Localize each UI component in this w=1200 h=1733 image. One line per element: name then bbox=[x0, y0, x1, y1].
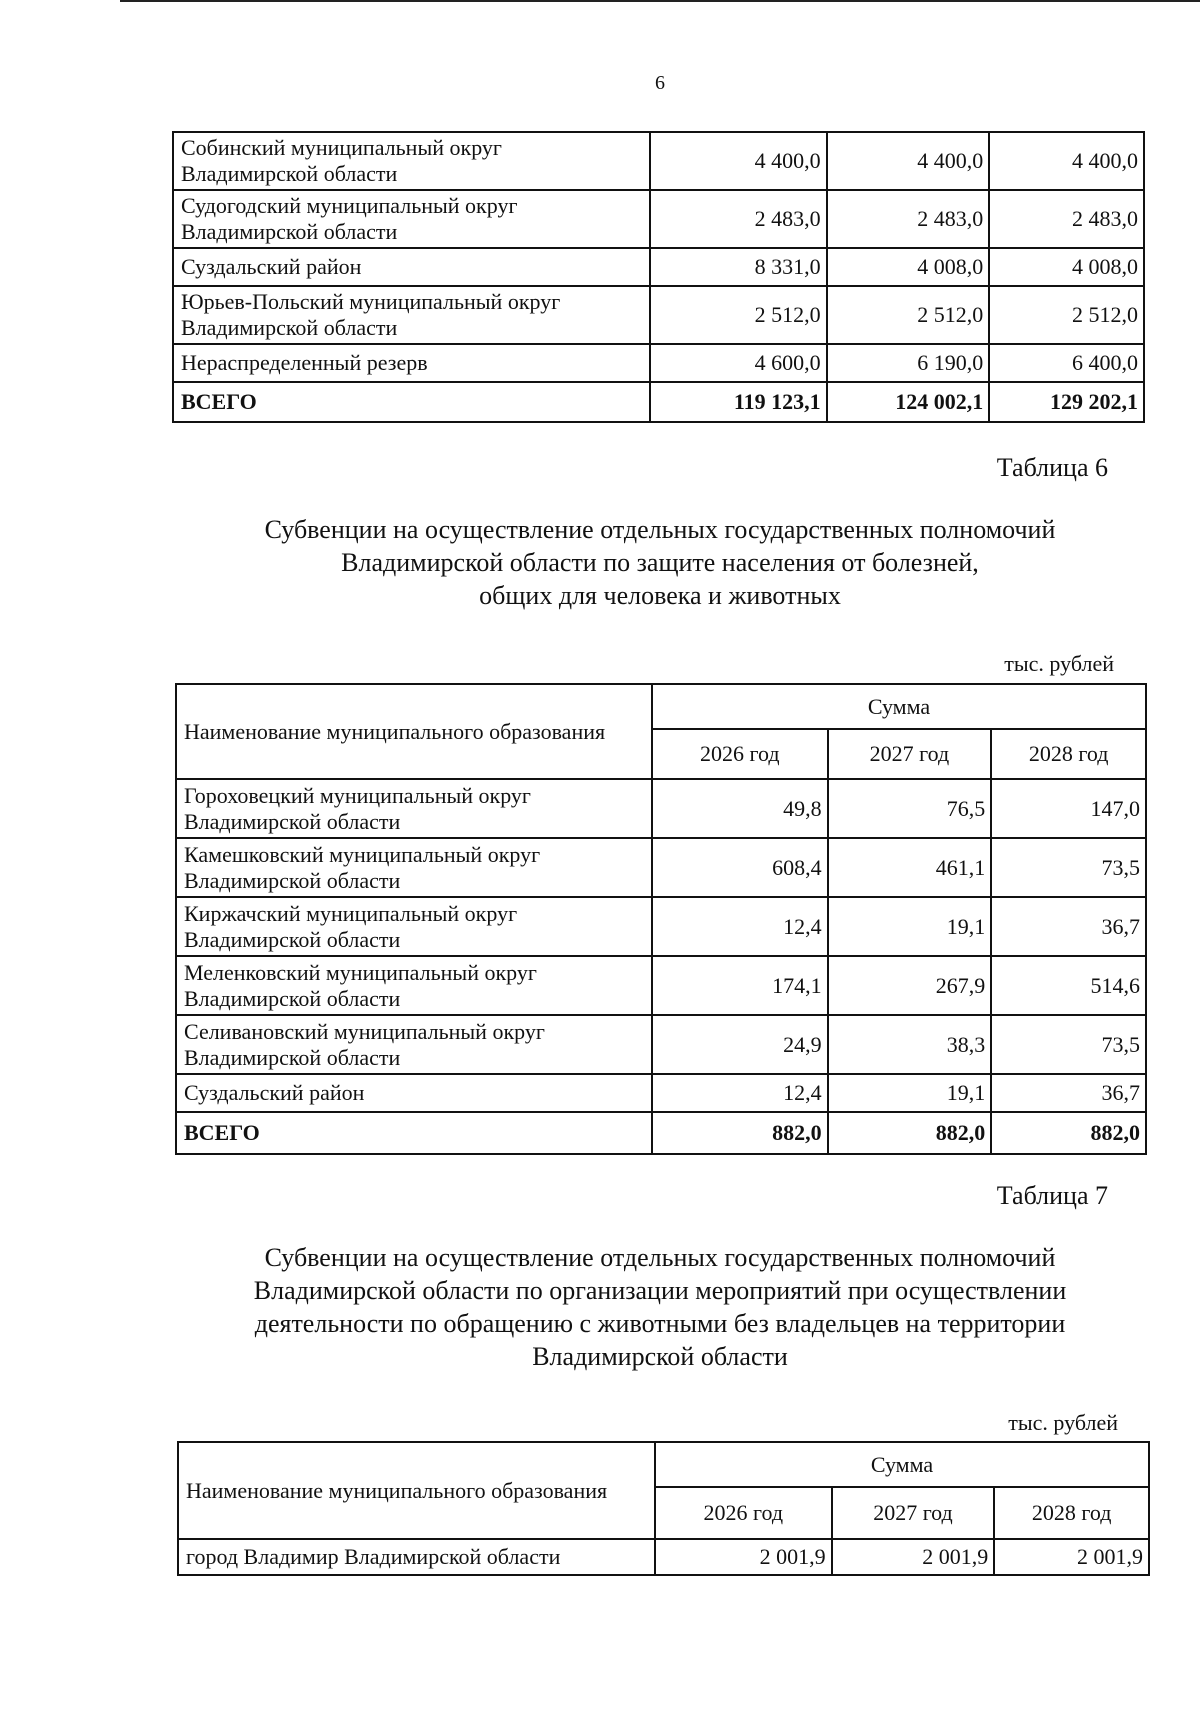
header-row bbox=[178, 1442, 1149, 1487]
total-label: ВСЕГО bbox=[176, 1112, 652, 1154]
value-2026: 2 512,0 bbox=[650, 286, 827, 344]
table-7 bbox=[177, 1441, 1150, 1576]
value-2027: 19,1 bbox=[828, 897, 992, 956]
total-2027: 124 002,1 bbox=[827, 382, 990, 422]
header-sum: Сумма bbox=[652, 684, 1146, 729]
page-number: 6 bbox=[655, 72, 665, 94]
table-7-title: Субвенции на осуществление отдельных государственных полномочий Владимирской области по организации мероприятий при осуществлении деятельности по обращению с животными без владельцев на территории Владимирской области bbox=[253, 1243, 1067, 1371]
value-2028: 4 008,0 bbox=[989, 248, 1144, 286]
table-row bbox=[176, 1074, 1146, 1112]
value-2028: 147,0 bbox=[991, 779, 1146, 838]
table-5-continuation bbox=[172, 131, 1145, 423]
row-name: Судогодский муниципальный округ Владимирской области bbox=[173, 190, 650, 248]
value-2027: 267,9 bbox=[828, 956, 992, 1015]
row-name: Меленковский муниципальный округ Владимирской области bbox=[176, 956, 652, 1015]
row-name: Суздальский район bbox=[176, 1074, 652, 1112]
table-row bbox=[176, 956, 1146, 1015]
header-2026: 2026 год bbox=[652, 729, 828, 779]
value-2028: 73,5 bbox=[991, 1015, 1146, 1074]
value-2027: 76,5 bbox=[828, 779, 992, 838]
value-2028: 36,7 bbox=[991, 1074, 1146, 1112]
value-2027: 4 400,0 bbox=[827, 132, 990, 190]
row-name: Собинский муниципальный округ Владимирской области bbox=[173, 132, 650, 190]
total-label: ВСЕГО bbox=[173, 382, 650, 422]
value-2028: 36,7 bbox=[991, 897, 1146, 956]
value-2026: 608,4 bbox=[652, 838, 828, 897]
header-2027: 2027 год bbox=[828, 729, 992, 779]
value-2026: 12,4 bbox=[652, 1074, 828, 1112]
table-row bbox=[176, 779, 1146, 838]
header-sum: Сумма bbox=[655, 1442, 1149, 1487]
value-2027: 461,1 bbox=[828, 838, 992, 897]
row-name: Гороховецкий муниципальный округ Владимирской области bbox=[176, 779, 652, 838]
value-2026: 4 600,0 bbox=[650, 344, 827, 382]
value-2028: 2 512,0 bbox=[989, 286, 1144, 344]
value-2026: 2 001,9 bbox=[655, 1539, 832, 1575]
row-name: Нераспределенный резерв bbox=[173, 344, 650, 382]
value-2027: 38,3 bbox=[828, 1015, 992, 1074]
value-2026: 8 331,0 bbox=[650, 248, 827, 286]
total-2027: 882,0 bbox=[828, 1112, 992, 1154]
header-2028: 2028 год bbox=[994, 1487, 1149, 1539]
row-name: Киржачский муниципальный округ Владимирской области bbox=[176, 897, 652, 956]
row-name: Селивановский муниципальный округ Владимирской области bbox=[176, 1015, 652, 1074]
total-row bbox=[176, 1112, 1146, 1154]
table-7-unit: тыс. рублей bbox=[1008, 1410, 1118, 1435]
row-name: Суздальский район bbox=[173, 248, 650, 286]
total-2028: 129 202,1 bbox=[989, 382, 1144, 422]
table-row bbox=[173, 286, 1144, 344]
table-row bbox=[173, 248, 1144, 286]
row-name: Юрьев-Польский муниципальный округ Владимирской области bbox=[173, 286, 650, 344]
value-2027: 19,1 bbox=[828, 1074, 992, 1112]
header-name: Наименование муниципального образования bbox=[178, 1442, 655, 1539]
value-2026: 12,4 bbox=[652, 897, 828, 956]
value-2028: 73,5 bbox=[991, 838, 1146, 897]
header-name: Наименование муниципального образования bbox=[176, 684, 652, 779]
top-border-line bbox=[120, 0, 1200, 2]
total-2028: 882,0 bbox=[991, 1112, 1146, 1154]
table-row bbox=[176, 897, 1146, 956]
value-2027: 2 483,0 bbox=[827, 190, 990, 248]
value-2026: 49,8 bbox=[652, 779, 828, 838]
value-2028: 2 001,9 bbox=[994, 1539, 1149, 1575]
value-2028: 2 483,0 bbox=[989, 190, 1144, 248]
table-6-label: Таблица 6 bbox=[996, 453, 1108, 482]
value-2027: 2 512,0 bbox=[827, 286, 990, 344]
value-2027: 2 001,9 bbox=[832, 1539, 995, 1575]
value-2026: 174,1 bbox=[652, 956, 828, 1015]
header-2026: 2026 год bbox=[655, 1487, 832, 1539]
table-row bbox=[173, 132, 1144, 190]
total-2026: 119 123,1 bbox=[650, 382, 827, 422]
header-2027: 2027 год bbox=[832, 1487, 995, 1539]
header-2028: 2028 год bbox=[991, 729, 1146, 779]
table-row bbox=[173, 190, 1144, 248]
value-2028: 514,6 bbox=[991, 956, 1146, 1015]
table-7-label: Таблица 7 bbox=[996, 1181, 1108, 1210]
value-2026: 2 483,0 bbox=[650, 190, 827, 248]
table-6-title: Субвенции на осуществление отдельных государственных полномочий Владимирской области по защите населения от болезней, общих для человека и животных bbox=[264, 515, 1056, 610]
value-2026: 24,9 bbox=[652, 1015, 828, 1074]
value-2027: 6 190,0 bbox=[827, 344, 990, 382]
table-row bbox=[178, 1539, 1149, 1575]
row-name: Камешковский муниципальный округ Владимирской области bbox=[176, 838, 652, 897]
table-6-unit: тыс. рублей bbox=[1004, 651, 1114, 676]
value-2028: 4 400,0 bbox=[989, 132, 1144, 190]
table-row bbox=[176, 838, 1146, 897]
table-6 bbox=[175, 683, 1147, 1155]
value-2027: 4 008,0 bbox=[827, 248, 990, 286]
header-row bbox=[176, 684, 1146, 729]
value-2028: 6 400,0 bbox=[989, 344, 1144, 382]
total-row bbox=[173, 382, 1144, 422]
row-name: город Владимир Владимирской области bbox=[178, 1539, 655, 1575]
value-2026: 4 400,0 bbox=[650, 132, 827, 190]
table-row bbox=[176, 1015, 1146, 1074]
table-row bbox=[173, 344, 1144, 382]
total-2026: 882,0 bbox=[652, 1112, 828, 1154]
